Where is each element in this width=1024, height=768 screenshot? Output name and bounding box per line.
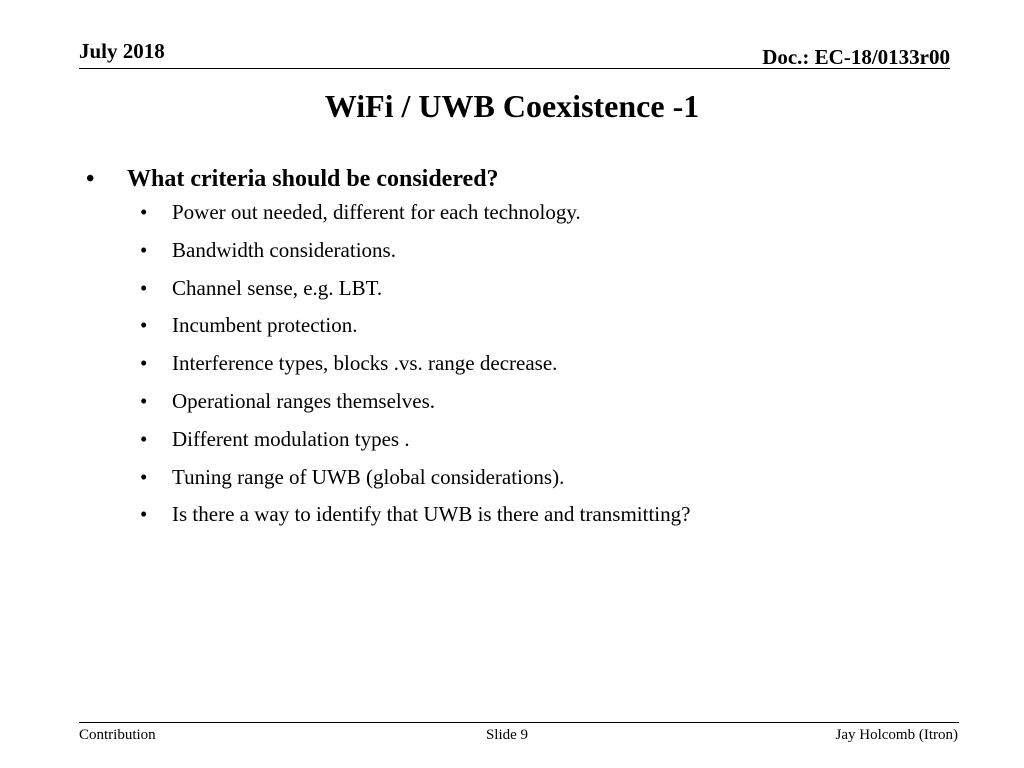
header-date: July 2018 <box>79 39 165 63</box>
main-bullet <box>86 166 966 200</box>
sub-bullet <box>86 276 966 314</box>
slide-body <box>86 166 966 540</box>
sub-bullet-text: Bandwidth considerations. <box>172 237 396 262</box>
sub-bullet <box>86 427 966 465</box>
sub-bullet <box>86 351 966 389</box>
sub-bullet-text: Is there a way to identify that UWB is there and transmitting? <box>172 502 691 527</box>
sub-bullet-text: Incumbent protection. <box>172 313 358 338</box>
sub-bullet-text: Operational ranges themselves. <box>172 388 435 413</box>
bullet-marker: • <box>140 237 148 262</box>
sub-bullet <box>86 200 966 238</box>
bullet-marker: • <box>140 464 148 489</box>
sub-bullet-text: Power out needed, different for each technology. <box>172 200 581 224</box>
sub-bullet <box>86 313 966 351</box>
sub-bullet <box>86 238 966 276</box>
slide-number: Slide 9 <box>485 727 529 743</box>
main-bullet-text: What criteria should be considered? <box>127 166 499 192</box>
footer-divider <box>79 722 959 723</box>
bullet-marker: • <box>140 313 148 338</box>
bullet-marker: • <box>140 502 148 527</box>
bullet-marker: • <box>140 275 148 300</box>
footer-contribution: Contribution <box>79 727 156 743</box>
bullet-marker: • <box>86 166 95 192</box>
sub-bullet <box>86 502 966 540</box>
bullet-marker: • <box>140 426 148 451</box>
bullet-marker: • <box>140 200 148 224</box>
sub-bullet-text: Channel sense, e.g. LBT. <box>172 275 383 300</box>
bullet-marker: • <box>140 351 148 376</box>
footer-author: Jay Holcomb (Itron) <box>835 727 958 743</box>
sub-bullet-text: Tuning range of UWB (global considerations). <box>172 464 565 489</box>
document-id: Doc.: EC-18/0133r00 <box>762 45 950 69</box>
header-divider <box>79 68 950 69</box>
sub-bullet <box>86 389 966 427</box>
sub-bullet <box>86 465 966 503</box>
sub-bullet-text: Different modulation types . <box>172 426 410 451</box>
slide-title: WiFi / UWB Coexistence -1 <box>324 88 700 124</box>
sub-bullet-list <box>86 200 966 540</box>
sub-bullet-text: Interference types, blocks .vs. range decrease. <box>172 351 558 376</box>
bullet-marker: • <box>140 388 148 413</box>
